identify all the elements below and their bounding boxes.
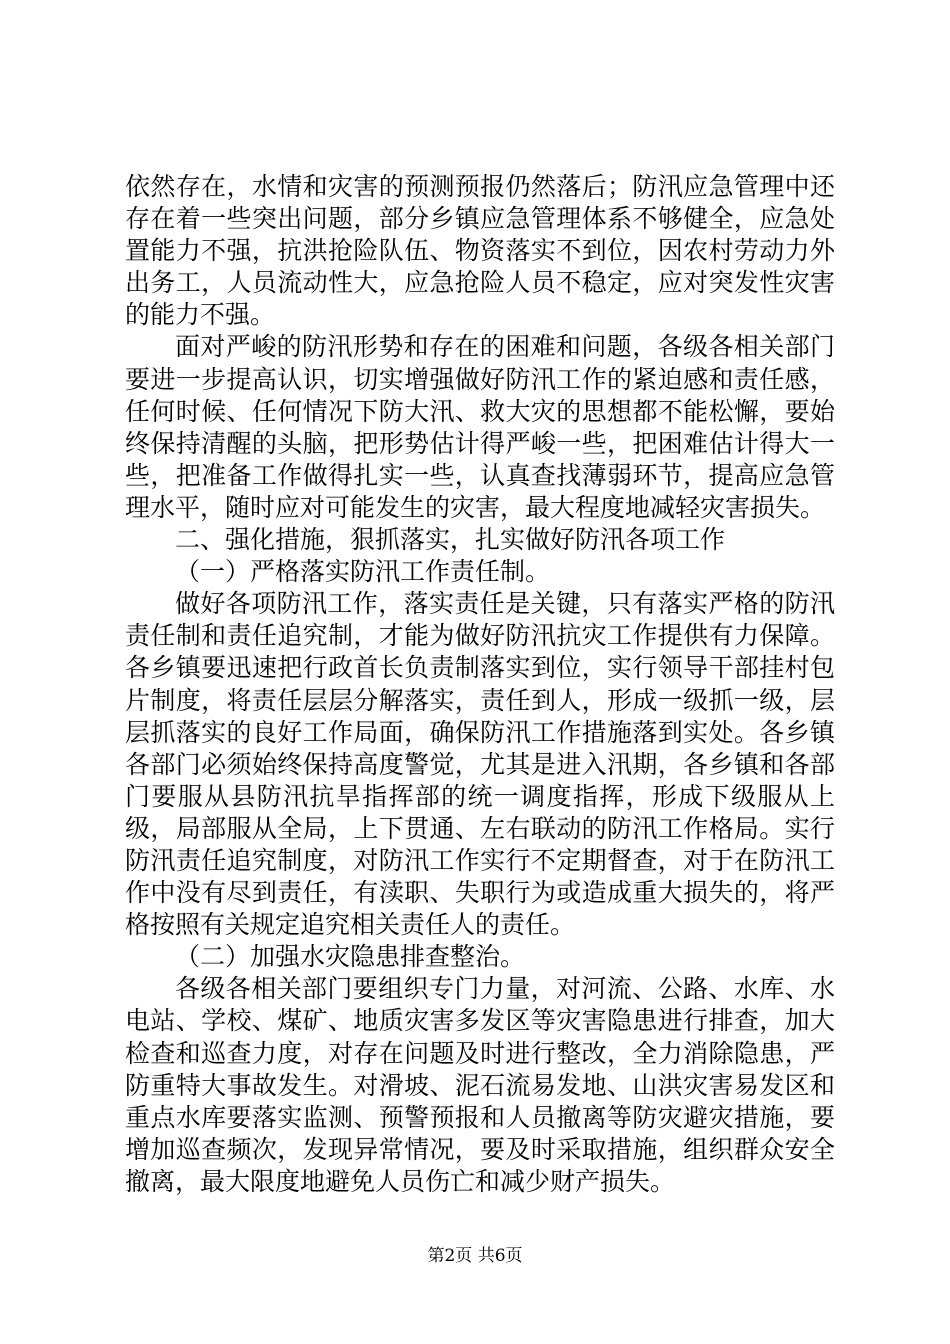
page-footer: 第2页 共6页 (427, 1246, 523, 1266)
subheading-hazard-inspection: （二）加强水灾隐患排查整治。 (175, 942, 526, 972)
paragraph-continuation: 依然存在，水情和灾害的预测预报仍然落后；防汛应急管理中还存在着一些突出问题，部分乡镇应急管理体系不够健全，应急处置能力不强，抗洪抢险队伍、物资落实不到位，因农村劳动力外出务工，人员流动性大，应急抢险人员不稳定，应对突发性灾害的能力不强。 (125, 172, 835, 330)
paragraph-situation: 面对严峻的防汛形势和存在的困难和问题，各级各相关部门要进一步提高认识，切实增强做好防汛工作的紧迫感和责任感，任何时候、任何情况下防大汛、救大灾的思想都不能松懈，要始终保持清醒的头脑，把形势估计得严峻一些，把困难估计得大一些，把准备工作做得扎实一些，认真查找薄弱环节，提高应急管理水平，随时应对可能发生的灾害，最大程度地减轻灾害损失。 (125, 332, 835, 522)
paragraph-responsibility: 做好各项防汛工作，落实责任是关键，只有落实严格的防汛责任制和责任追究制，才能为做好防汛抗灾工作提供有力保障。各乡镇要迅速把行政首长负责制落实到位，实行领导干部挂村包片制度，将责任层层分解落实，责任到人，形成一级抓一级，层层抓落实的良好工作局面，确保防汛工作措施落到实处。各乡镇各部门必须始终保持高度警觉，尤其是进入汛期，各乡镇和各部门要服从县防汛抗旱指挥部的统一调度指挥，形成下级服从上级，局部服从全局，上下贯通、左右联动的防汛工作格局。实行防汛责任追究制度，对防汛工作实行不定期督查，对于在防汛工作中没有尽到责任，有渎职、失职行为或造成重大损失的，将严格按照有关规定追究相关责任人的责任。 (125, 589, 835, 940)
subheading-responsibility: （一）严格落实防汛工作责任制。 (175, 557, 551, 587)
document-body (125, 171, 835, 1198)
section-heading: 二、强化措施，狠抓落实，扎实做好防汛各项工作 (175, 525, 726, 555)
paragraph-hazard-inspection: 各级各相关部门要组织专门力量，对河流、公路、水库、水电站、学校、煤矿、地质灾害多发区等灾害隐患进行排查，加大检查和巡查力度，对存在问题及时进行整改，全力消除隐患，严防重特大事故发生。对滑坡、泥石流易发地、山洪灾害易发区和重点水库要落实监测、预警预报和人员撤离等防灾避灾措施，要增加巡查频次，发现异常情况，要及时采取措施，组织群众安全撤离，最大限度地避免人员伤亡和减少财产损失。 (125, 974, 835, 1196)
